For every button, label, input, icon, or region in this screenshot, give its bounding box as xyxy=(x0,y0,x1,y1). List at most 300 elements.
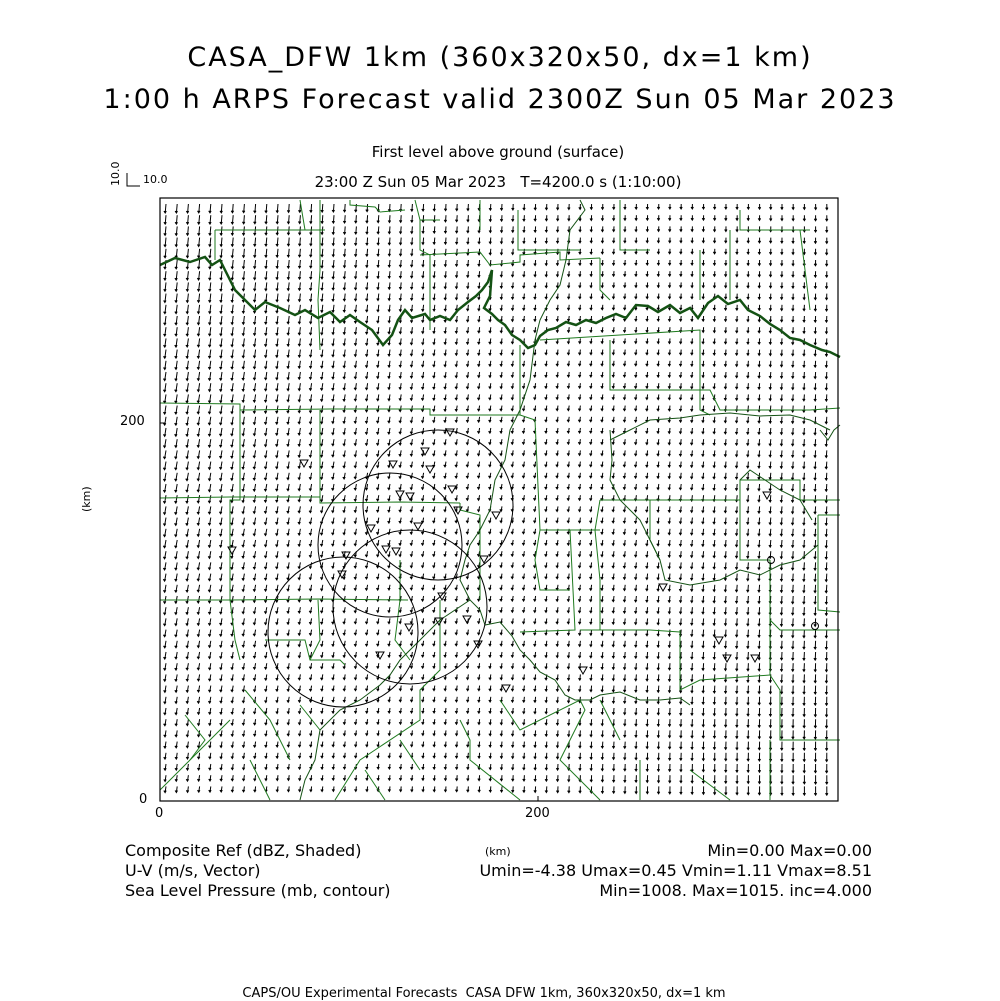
wind-vector xyxy=(208,372,211,380)
wind-vector xyxy=(578,596,580,601)
wind-vector xyxy=(265,674,267,680)
wind-vector xyxy=(186,271,188,280)
wind-vector xyxy=(444,574,446,579)
wind-vector xyxy=(231,260,233,269)
wind-vector xyxy=(634,417,636,422)
wind-vector xyxy=(164,730,166,737)
wind-vector xyxy=(545,574,547,579)
wind-vector xyxy=(747,652,749,660)
wind-vector xyxy=(489,652,491,657)
wind-vector xyxy=(511,428,513,433)
wind-vector xyxy=(545,764,547,770)
wind-vector xyxy=(556,271,558,276)
wind-vector xyxy=(377,742,379,747)
wind-vector xyxy=(321,305,323,313)
wind-vector xyxy=(388,574,390,579)
wind-vector xyxy=(478,663,480,668)
wind-vector xyxy=(343,753,345,758)
wind-vector xyxy=(377,294,379,301)
wind-vector xyxy=(354,238,356,246)
wind-vector xyxy=(781,204,783,209)
wind-vector xyxy=(500,686,502,691)
wind-vector xyxy=(545,215,547,221)
wind-vector xyxy=(489,585,491,590)
wind-vector xyxy=(590,473,592,478)
wind-vector xyxy=(231,742,233,748)
wind-vector xyxy=(399,551,401,556)
wind-vector xyxy=(186,518,189,526)
wind-vector xyxy=(264,652,266,658)
wind-vector xyxy=(209,708,211,714)
wind-vector xyxy=(612,417,614,422)
wind-vector xyxy=(164,204,166,213)
wind-vector xyxy=(781,249,783,255)
wind-vector xyxy=(455,215,457,222)
wind-vector xyxy=(388,294,390,301)
wind-vector xyxy=(668,529,670,535)
wind-vector xyxy=(635,742,637,749)
wind-vector xyxy=(399,484,401,490)
wind-vector xyxy=(646,786,648,793)
wind-vector xyxy=(264,663,266,669)
wind-vector xyxy=(803,450,805,457)
wind-vector xyxy=(534,394,536,399)
wind-vector xyxy=(219,540,222,547)
wind-vector xyxy=(612,618,614,624)
wind-vector xyxy=(388,551,390,556)
wind-vector xyxy=(825,294,827,300)
wind-vector xyxy=(634,406,636,411)
wind-vector xyxy=(680,215,682,220)
wind-vector xyxy=(556,372,558,377)
wind-vector xyxy=(433,394,435,400)
wind-vector xyxy=(343,630,345,635)
wind-vector xyxy=(164,238,166,247)
wind-vector xyxy=(635,294,637,299)
wind-vector xyxy=(792,383,794,389)
wind-vector xyxy=(612,786,614,793)
wind-vector xyxy=(601,428,603,433)
wind-vector xyxy=(164,775,166,781)
wind-vector xyxy=(634,462,636,467)
wind-vector xyxy=(758,775,760,783)
wind-vector xyxy=(690,529,692,535)
wind-vector xyxy=(388,786,390,791)
wind-vector xyxy=(276,574,279,580)
wind-vector xyxy=(478,786,480,792)
wind-vector xyxy=(197,260,199,269)
wind-vector xyxy=(747,596,749,603)
wind-vector xyxy=(321,361,323,368)
wind-vector xyxy=(410,383,412,389)
wind-vector xyxy=(736,327,738,333)
wind-vector xyxy=(186,327,188,336)
wind-vector xyxy=(646,450,648,455)
wind-vector xyxy=(780,708,782,716)
wind-vector xyxy=(635,204,637,209)
wind-vector xyxy=(590,383,592,388)
wind-vector xyxy=(376,574,378,579)
wind-vector xyxy=(354,439,356,445)
wind-vector xyxy=(343,450,345,456)
level-label: First level above ground (surface) xyxy=(371,143,625,161)
wind-vector xyxy=(803,350,805,356)
wind-vector xyxy=(253,506,256,513)
wind-vector xyxy=(287,282,289,290)
wind-vector xyxy=(310,204,312,212)
wind-vector xyxy=(814,282,816,288)
wind-vector xyxy=(646,753,648,760)
wind-vector xyxy=(634,484,636,489)
wind-vector xyxy=(242,607,245,613)
wind-vector xyxy=(388,484,390,490)
wind-vector xyxy=(500,450,502,455)
wind-vector xyxy=(623,462,625,467)
wind-vector xyxy=(231,462,234,470)
wind-vector xyxy=(724,562,726,569)
wind-vector xyxy=(298,786,300,791)
wind-vector xyxy=(219,450,222,458)
wind-vector xyxy=(309,540,312,546)
wind-vector xyxy=(410,540,412,545)
wind-vector xyxy=(601,271,603,276)
wind-vector xyxy=(556,383,558,388)
wind-vector xyxy=(231,450,234,458)
wind-vector xyxy=(309,350,311,357)
wind-vector xyxy=(264,506,267,513)
wind-vector xyxy=(780,350,782,356)
wind-vector xyxy=(578,518,580,523)
wind-vector xyxy=(253,585,256,592)
wind-vector xyxy=(164,753,166,759)
wind-vector xyxy=(736,271,738,276)
wind-vector xyxy=(814,406,816,413)
wind-vector xyxy=(376,484,378,490)
wind-vector xyxy=(578,484,580,489)
wind-vector xyxy=(735,495,737,501)
wind-vector xyxy=(287,394,289,401)
wind-vector xyxy=(713,260,715,265)
wind-vector xyxy=(175,719,177,726)
wind-vector xyxy=(320,574,322,580)
wind-vector xyxy=(231,327,233,335)
wind-vector xyxy=(242,518,245,525)
wind-vector xyxy=(534,775,536,781)
wind-vector xyxy=(635,730,637,737)
wind-vector xyxy=(354,260,356,267)
station-triangle-icon xyxy=(492,512,500,519)
station-triangle-icon xyxy=(438,593,446,600)
wind-vector xyxy=(758,786,760,794)
wind-vector xyxy=(624,215,626,220)
wind-vector xyxy=(634,506,636,512)
wind-vector xyxy=(747,618,749,625)
wind-vector xyxy=(388,417,390,423)
wind-vector xyxy=(792,260,794,266)
wind-vector xyxy=(253,361,255,369)
wind-vector xyxy=(668,350,670,355)
wind-vector xyxy=(433,551,435,556)
wind-vector xyxy=(489,305,491,311)
wind-vector xyxy=(601,652,603,658)
wind-vector xyxy=(421,540,423,545)
wind-vector xyxy=(612,730,614,737)
wind-vector xyxy=(376,540,378,546)
wind-vector xyxy=(242,327,244,335)
wind-vector xyxy=(332,338,334,345)
wind-vector xyxy=(388,350,390,356)
wind-vector xyxy=(635,764,637,771)
wind-vector xyxy=(634,585,636,591)
wind-vector xyxy=(376,585,378,590)
wind-vector xyxy=(758,663,760,671)
wind-vector xyxy=(511,394,513,399)
wind-vector xyxy=(623,686,625,692)
wind-vector xyxy=(175,730,177,736)
wind-vector xyxy=(825,506,827,514)
wind-vector xyxy=(713,697,715,704)
wind-vector xyxy=(803,753,805,762)
wind-vector xyxy=(209,753,211,759)
wind-vector xyxy=(612,473,614,478)
wind-vector xyxy=(388,764,390,769)
wind-vector xyxy=(197,327,199,336)
wind-vector xyxy=(298,350,300,358)
wind-vector xyxy=(825,730,827,739)
wind-vector xyxy=(724,641,726,648)
wind-vector xyxy=(500,495,502,500)
wind-vector xyxy=(601,473,603,478)
wind-vector xyxy=(489,596,491,601)
wind-vector xyxy=(512,226,514,232)
wind-vector xyxy=(702,473,704,479)
wind-vector xyxy=(713,630,715,637)
wind-vector xyxy=(343,372,345,379)
wind-vector xyxy=(522,607,524,612)
wind-vector xyxy=(219,596,222,603)
wind-vector xyxy=(533,450,535,455)
wind-vector xyxy=(163,506,166,514)
wind-vector xyxy=(377,719,379,724)
wind-vector xyxy=(287,372,289,380)
wind-vector xyxy=(769,518,771,525)
wind-vector xyxy=(747,562,749,569)
wind-vector xyxy=(803,372,805,378)
wind-vector xyxy=(208,574,211,581)
wind-vector xyxy=(747,786,749,794)
wind-vector xyxy=(444,271,446,277)
wind-vector xyxy=(422,316,424,322)
wind-vector xyxy=(231,361,233,369)
wind-vector xyxy=(197,316,199,325)
wind-vector xyxy=(276,518,279,525)
wind-vector xyxy=(163,394,166,403)
wind-vector xyxy=(478,686,480,691)
wind-vector xyxy=(175,753,177,759)
wind-vector xyxy=(792,686,794,694)
wind-vector xyxy=(691,630,693,637)
wind-vector xyxy=(679,596,681,602)
wind-vector xyxy=(477,383,479,388)
wind-vector xyxy=(163,417,166,425)
wind-vector xyxy=(242,753,244,759)
wind-vector xyxy=(612,372,614,377)
wind-vector xyxy=(399,428,401,434)
wind-vector xyxy=(321,204,323,212)
wind-vector xyxy=(769,540,771,547)
wind-vector xyxy=(388,630,390,635)
wind-vector xyxy=(668,439,670,444)
wind-vector xyxy=(320,630,322,636)
wind-vector xyxy=(747,383,749,389)
wind-vector xyxy=(780,540,782,547)
wind-vector xyxy=(691,663,693,670)
wind-vector xyxy=(309,574,312,580)
wind-vector xyxy=(567,540,569,545)
wind-vector xyxy=(534,641,536,646)
wind-vector xyxy=(309,383,311,390)
wind-vector xyxy=(242,316,244,324)
wind-vector xyxy=(601,562,603,567)
wind-vector xyxy=(702,529,704,535)
wind-vector xyxy=(175,518,178,526)
wind-vector xyxy=(298,529,301,535)
wind-vector xyxy=(735,462,737,468)
wind-vector xyxy=(231,674,233,680)
wind-vector xyxy=(803,719,805,728)
wind-vector xyxy=(736,674,738,682)
wind-vector xyxy=(702,742,704,750)
wind-vector xyxy=(500,473,502,478)
wind-vector xyxy=(377,271,379,278)
wind-vector xyxy=(556,238,558,243)
wind-vector xyxy=(343,215,345,223)
wind-vector xyxy=(500,753,502,759)
wind-vector xyxy=(355,226,357,234)
wind-vector xyxy=(354,585,356,591)
wind-vector xyxy=(455,674,457,679)
wind-vector xyxy=(567,674,569,680)
wind-vector xyxy=(803,383,805,389)
wind-vector xyxy=(567,394,569,399)
wind-vector xyxy=(803,462,805,469)
wind-vector xyxy=(264,618,267,624)
wind-vector xyxy=(231,630,234,636)
wind-vector xyxy=(735,473,737,479)
wind-vector xyxy=(747,495,749,502)
wind-vector xyxy=(590,506,592,511)
wind-vector xyxy=(219,551,222,558)
wind-vector xyxy=(623,394,625,399)
wind-vector xyxy=(466,428,468,433)
wind-vector xyxy=(511,641,513,646)
wind-vector xyxy=(265,316,267,324)
wind-vector xyxy=(208,607,211,614)
wind-vector xyxy=(332,450,334,456)
wind-vector xyxy=(669,215,671,220)
wind-vector xyxy=(747,417,749,423)
wind-vector xyxy=(164,674,167,681)
wind-vector xyxy=(197,506,200,514)
wind-vector xyxy=(668,428,670,433)
wind-vector xyxy=(197,473,200,481)
wind-vector xyxy=(163,372,166,381)
wind-vector xyxy=(287,462,290,469)
wind-vector xyxy=(668,585,670,591)
wind-vector xyxy=(612,596,614,602)
wind-vector xyxy=(781,764,783,773)
wind-vector xyxy=(422,338,424,344)
wind-vector xyxy=(511,473,513,478)
wind-vector xyxy=(522,439,524,444)
wind-vector xyxy=(567,551,569,556)
wind-vector xyxy=(612,764,614,771)
wind-vector xyxy=(724,551,726,558)
wind-vector xyxy=(780,641,782,649)
wind-vector xyxy=(265,697,267,703)
wind-vector xyxy=(635,775,637,782)
wind-vector xyxy=(691,215,693,220)
wind-vector xyxy=(500,215,502,221)
wind-vector xyxy=(792,327,794,333)
wind-vector xyxy=(668,686,670,693)
wind-vector xyxy=(736,249,738,254)
wind-vector xyxy=(601,607,603,613)
wind-vector xyxy=(568,215,570,220)
wind-vector xyxy=(679,562,681,568)
wind-vector xyxy=(556,226,558,232)
wind-vector xyxy=(578,383,580,388)
wind-vector xyxy=(365,607,367,612)
wind-vector xyxy=(579,271,581,276)
wind-vector xyxy=(556,607,558,612)
wind-vector xyxy=(209,294,211,303)
wind-vector xyxy=(635,372,637,377)
legend-ref-range: Min=0.00 Max=0.00 xyxy=(707,841,872,860)
wind-vector xyxy=(489,551,491,556)
wind-vector xyxy=(814,742,816,751)
wind-vector xyxy=(803,764,805,773)
wind-vector xyxy=(556,641,558,646)
y-tick-200: 200 xyxy=(120,414,145,429)
wind-vector xyxy=(567,484,569,489)
wind-vector xyxy=(533,529,535,534)
wind-vector xyxy=(657,764,659,771)
wind-vector xyxy=(354,518,356,524)
wind-vector xyxy=(825,753,827,762)
wind-vector xyxy=(287,764,289,769)
wind-vector xyxy=(253,417,256,425)
wind-vector xyxy=(669,238,671,243)
wind-vector xyxy=(545,630,547,635)
wind-vector xyxy=(208,439,211,447)
wind-vector xyxy=(477,450,479,455)
wind-vector xyxy=(253,473,256,480)
wind-vector xyxy=(533,473,535,478)
wind-vector xyxy=(444,394,446,400)
wind-vector xyxy=(455,462,457,467)
wind-vector xyxy=(264,641,266,647)
wind-vector xyxy=(164,764,166,770)
wind-vector xyxy=(298,439,301,446)
wind-vector xyxy=(242,529,245,536)
wind-vector xyxy=(467,742,469,747)
wind-vector xyxy=(186,294,188,303)
wind-vector xyxy=(613,204,615,209)
wind-vector xyxy=(556,618,558,623)
wind-vector xyxy=(466,562,468,567)
wind-vector xyxy=(197,652,200,659)
